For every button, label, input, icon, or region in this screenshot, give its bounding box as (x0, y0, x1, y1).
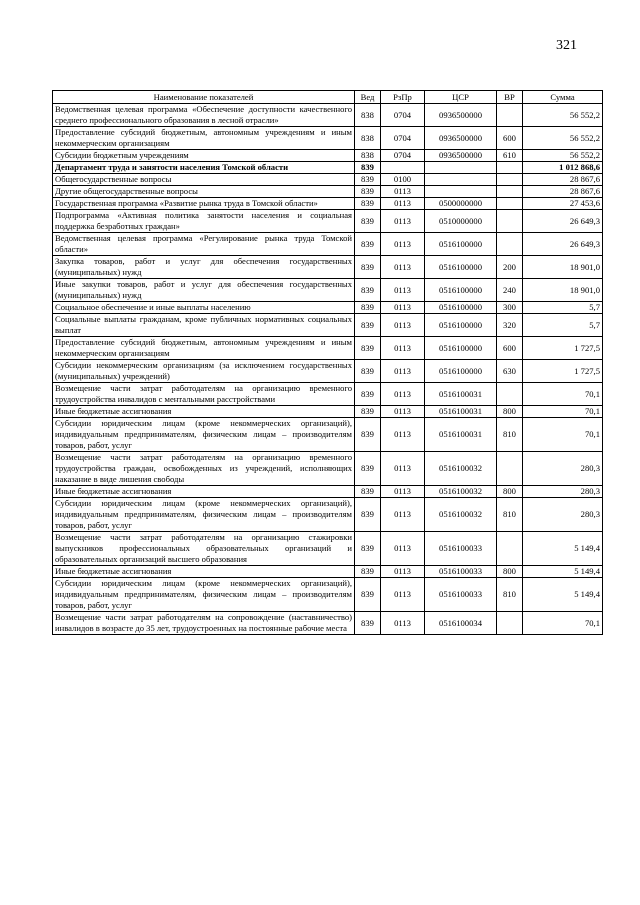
table-row (53, 233, 603, 256)
cell-vr: 800 (497, 566, 523, 578)
cell-vr: 810 (497, 578, 523, 612)
header-vr: ВР (497, 91, 523, 104)
cell-name: Другие общегосударственные вопросы (53, 186, 355, 198)
cell-rzpr: 0113 (381, 233, 425, 256)
table-row (53, 486, 603, 498)
cell-csr: 0516100031 (425, 383, 497, 406)
cell-vr: 600 (497, 337, 523, 360)
cell-sum: 70,1 (523, 612, 603, 635)
cell-name: Возмещение части затрат работодателям на организацию временного трудоустройства инвалидов с ментальными расстройствами (53, 383, 355, 406)
cell-rzpr: 0113 (381, 578, 425, 612)
table-row (53, 104, 603, 127)
cell-name: Социальные выплаты гражданам, кроме публичных нормативных социальных выплат (53, 314, 355, 337)
cell-vr (497, 186, 523, 198)
cell-vr (497, 198, 523, 210)
table-row (53, 578, 603, 612)
cell-csr: 0936500000 (425, 104, 497, 127)
cell-vr: 240 (497, 279, 523, 302)
cell-ved: 839 (355, 406, 381, 418)
cell-sum: 1 727,5 (523, 360, 603, 383)
cell-ved: 839 (355, 162, 381, 174)
table-row (53, 452, 603, 486)
cell-ved: 839 (355, 302, 381, 314)
cell-ved: 839 (355, 498, 381, 532)
cell-name: Предоставление субсидий бюджетным, автономным учреждениям и иным некоммерческим организациям (53, 127, 355, 150)
cell-sum: 5 149,4 (523, 566, 603, 578)
cell-sum: 18 901,0 (523, 279, 603, 302)
cell-csr: 0500000000 (425, 198, 497, 210)
cell-vr: 610 (497, 150, 523, 162)
table-row (53, 256, 603, 279)
cell-rzpr: 0113 (381, 532, 425, 566)
cell-rzpr: 0113 (381, 186, 425, 198)
budget-table (52, 90, 603, 635)
cell-sum: 56 552,2 (523, 104, 603, 127)
table-row (53, 498, 603, 532)
cell-rzpr: 0100 (381, 174, 425, 186)
cell-csr: 0516100000 (425, 233, 497, 256)
cell-name: Иные бюджетные ассигнования (53, 406, 355, 418)
cell-csr: 0516100031 (425, 406, 497, 418)
table-row (53, 418, 603, 452)
table-row (53, 162, 603, 174)
cell-rzpr: 0113 (381, 418, 425, 452)
cell-vr: 800 (497, 486, 523, 498)
cell-name: Подпрограмма «Активная политика занятости населения и социальная поддержка безработных граждан» (53, 210, 355, 233)
cell-ved: 839 (355, 418, 381, 452)
cell-ved: 839 (355, 452, 381, 486)
cell-name: Субсидии некоммерческим организациям (за исключением государственных (муниципальных) учреждений) (53, 360, 355, 383)
cell-csr: 0516100031 (425, 418, 497, 452)
cell-vr (497, 174, 523, 186)
cell-csr: 0516100034 (425, 612, 497, 635)
cell-name: Закупка товаров, работ и услуг для обеспечения государственных (муниципальных) нужд (53, 256, 355, 279)
cell-sum: 70,1 (523, 383, 603, 406)
cell-name: Ведомственная целевая программа «Обеспечение доступности качественного среднего профессионального образования в лесной отрасли» (53, 104, 355, 127)
cell-rzpr: 0113 (381, 210, 425, 233)
cell-vr (497, 532, 523, 566)
cell-name: Иные закупки товаров, работ и услуг для обеспечения государственных (муниципальных) нужд (53, 279, 355, 302)
cell-name: Департамент труда и занятости населения Томской области (53, 162, 355, 174)
header-ved: Вед (355, 91, 381, 104)
cell-rzpr (381, 162, 425, 174)
cell-ved: 839 (355, 210, 381, 233)
cell-ved: 839 (355, 612, 381, 635)
cell-ved: 839 (355, 360, 381, 383)
cell-ved: 839 (355, 532, 381, 566)
cell-vr: 200 (497, 256, 523, 279)
table-row (53, 210, 603, 233)
cell-sum: 5 149,4 (523, 532, 603, 566)
cell-rzpr: 0113 (381, 256, 425, 279)
cell-sum: 5,7 (523, 314, 603, 337)
header-name: Наименование показателей (53, 91, 355, 104)
cell-name: Субсидии юридическим лицам (кроме некоммерческих организаций), индивидуальным предпринимателям, физическим лицам – производителям товаров, работ, услуг (53, 498, 355, 532)
cell-vr: 630 (497, 360, 523, 383)
cell-vr (497, 104, 523, 127)
cell-sum: 26 649,3 (523, 233, 603, 256)
cell-name: Государственная программа «Развитие рынка труда в Томской области» (53, 198, 355, 210)
table-row (53, 279, 603, 302)
cell-sum: 70,1 (523, 406, 603, 418)
cell-sum: 28 867,6 (523, 174, 603, 186)
cell-rzpr: 0113 (381, 198, 425, 210)
cell-name: Общегосударственные вопросы (53, 174, 355, 186)
table-row (53, 532, 603, 566)
cell-ved: 839 (355, 566, 381, 578)
cell-name: Субсидии бюджетным учреждениям (53, 150, 355, 162)
cell-ved: 838 (355, 104, 381, 127)
table-row (53, 360, 603, 383)
cell-vr (497, 383, 523, 406)
cell-sum: 56 552,2 (523, 127, 603, 150)
cell-ved: 838 (355, 150, 381, 162)
cell-name: Ведомственная целевая программа «Регулирование рынка труда Томской области» (53, 233, 355, 256)
cell-ved: 839 (355, 337, 381, 360)
cell-sum: 1 727,5 (523, 337, 603, 360)
cell-rzpr: 0704 (381, 104, 425, 127)
cell-csr (425, 174, 497, 186)
cell-csr (425, 186, 497, 198)
cell-name: Субсидии юридическим лицам (кроме некоммерческих организаций), индивидуальным предпринимателям, физическим лицам – производителям товаров, работ, услуг (53, 578, 355, 612)
cell-sum: 5,7 (523, 302, 603, 314)
cell-rzpr: 0113 (381, 302, 425, 314)
cell-csr: 0516100033 (425, 566, 497, 578)
table-row (53, 383, 603, 406)
cell-rzpr: 0113 (381, 279, 425, 302)
cell-sum: 56 552,2 (523, 150, 603, 162)
cell-sum: 280,3 (523, 486, 603, 498)
table-row (53, 612, 603, 635)
cell-ved: 838 (355, 127, 381, 150)
cell-sum: 1 012 868,6 (523, 162, 603, 174)
cell-ved: 839 (355, 578, 381, 612)
cell-sum: 28 867,6 (523, 186, 603, 198)
cell-csr: 0516100033 (425, 578, 497, 612)
table-row (53, 314, 603, 337)
cell-ved: 839 (355, 174, 381, 186)
cell-name: Возмещение части затрат работодателям на организацию стажировки выпускников профессиональных образовательных организаций и образовательных организаций высшего образования (53, 532, 355, 566)
cell-rzpr: 0113 (381, 612, 425, 635)
table-row (53, 174, 603, 186)
table-row (53, 198, 603, 210)
page-number: 321 (556, 38, 577, 53)
cell-csr: 0516100032 (425, 486, 497, 498)
cell-ved: 839 (355, 383, 381, 406)
table-row (53, 406, 603, 418)
cell-rzpr: 0113 (381, 452, 425, 486)
cell-rzpr: 0113 (381, 406, 425, 418)
cell-csr: 0516100000 (425, 314, 497, 337)
cell-ved: 839 (355, 198, 381, 210)
cell-csr: 0516100033 (425, 532, 497, 566)
cell-vr (497, 452, 523, 486)
cell-csr: 0510000000 (425, 210, 497, 233)
table-row (53, 302, 603, 314)
cell-vr: 810 (497, 498, 523, 532)
cell-vr: 320 (497, 314, 523, 337)
cell-vr (497, 162, 523, 174)
cell-csr: 0516100032 (425, 498, 497, 532)
cell-csr: 0516100000 (425, 302, 497, 314)
table-row (53, 150, 603, 162)
cell-ved: 839 (355, 233, 381, 256)
cell-sum: 280,3 (523, 452, 603, 486)
cell-rzpr: 0113 (381, 360, 425, 383)
cell-ved: 839 (355, 256, 381, 279)
header-sum: Сумма (523, 91, 603, 104)
cell-csr: 0516100000 (425, 256, 497, 279)
cell-vr (497, 612, 523, 635)
cell-name: Предоставление субсидий бюджетным, автономным учреждениям и иным некоммерческим организациям (53, 337, 355, 360)
cell-sum: 70,1 (523, 418, 603, 452)
header-csr: ЦСР (425, 91, 497, 104)
cell-csr: 0936500000 (425, 150, 497, 162)
cell-ved: 839 (355, 279, 381, 302)
cell-vr: 800 (497, 406, 523, 418)
cell-csr: 0516100032 (425, 452, 497, 486)
cell-name: Социальное обеспечение и иные выплаты населению (53, 302, 355, 314)
cell-csr: 0516100000 (425, 360, 497, 383)
cell-name: Иные бюджетные ассигнования (53, 486, 355, 498)
cell-sum: 280,3 (523, 498, 603, 532)
cell-rzpr: 0704 (381, 150, 425, 162)
cell-rzpr: 0113 (381, 486, 425, 498)
cell-vr: 300 (497, 302, 523, 314)
table-row (53, 337, 603, 360)
cell-name: Возмещение части затрат работодателям на сопровождение (наставничество) инвалидов в возрасте до 35 лет, трудоустроенных на постоянные рабочие места (53, 612, 355, 635)
cell-sum: 27 453,6 (523, 198, 603, 210)
cell-rzpr: 0113 (381, 498, 425, 532)
cell-rzpr: 0113 (381, 337, 425, 360)
cell-vr: 600 (497, 127, 523, 150)
cell-sum: 26 649,3 (523, 210, 603, 233)
table-row (53, 127, 603, 150)
cell-csr (425, 162, 497, 174)
cell-csr: 0516100000 (425, 279, 497, 302)
header-rzpr: РзПр (381, 91, 425, 104)
cell-vr (497, 233, 523, 256)
cell-ved: 839 (355, 186, 381, 198)
cell-name: Возмещение части затрат работодателям на организацию временного трудоустройства граждан, освобожденных из учреждений, исполняющих наказание в виде лишения свободы (53, 452, 355, 486)
cell-ved: 839 (355, 486, 381, 498)
cell-rzpr: 0113 (381, 314, 425, 337)
cell-rzpr: 0113 (381, 566, 425, 578)
cell-csr: 0936500000 (425, 127, 497, 150)
cell-csr: 0516100000 (425, 337, 497, 360)
cell-vr: 810 (497, 418, 523, 452)
cell-ved: 839 (355, 314, 381, 337)
cell-rzpr: 0113 (381, 383, 425, 406)
cell-sum: 5 149,4 (523, 578, 603, 612)
table-row (53, 566, 603, 578)
table-header-row (53, 91, 603, 104)
cell-vr (497, 210, 523, 233)
cell-name: Субсидии юридическим лицам (кроме некоммерческих организаций), индивидуальным предпринимателям, физическим лицам – производителям товаров, работ, услуг (53, 418, 355, 452)
cell-rzpr: 0704 (381, 127, 425, 150)
table-row (53, 186, 603, 198)
cell-sum: 18 901,0 (523, 256, 603, 279)
cell-name: Иные бюджетные ассигнования (53, 566, 355, 578)
